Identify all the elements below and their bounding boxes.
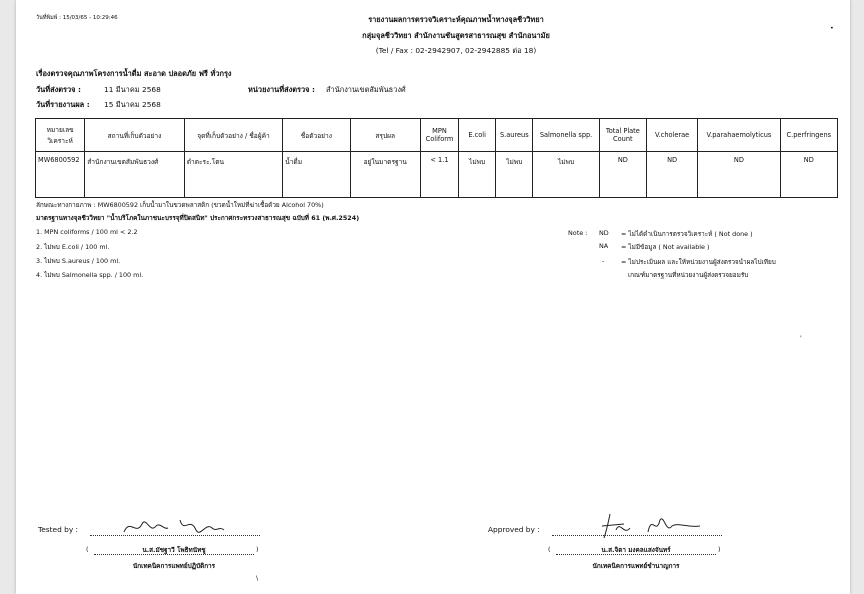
report-contact: (Tel / Fax : 02-2942907, 02-2942885 ต่อ 18) [375,46,537,55]
cell: ไม่พบ [496,152,533,198]
margin-mark: ' [800,334,802,342]
approved-name-line [556,554,716,555]
criteria-item: 1. MPN coliforms / 100 ml < 2.2 [36,228,138,236]
col-header: Salmonella spp. [533,119,599,152]
legend-text: = ไม่ได้ดำเนินการตรวจวิเคราะห์ ( Not done ) [621,230,753,238]
cell: < 1.1 [420,152,458,198]
cell: ND [599,152,646,198]
approved-signature [596,510,706,540]
tested-name: น.ส.มัชฐาวี โพธิทนัทชู [142,546,206,554]
col-header: Total Plate Count [599,119,646,152]
report-title: รายงานผลการตรวจวิเคราะห์คุณภาพน้ำทางจุลชีววิทยา [368,15,544,24]
table-row [36,152,838,198]
col-header: V.cholerae [646,119,697,152]
legend-code: - [602,257,605,265]
report-date: 15 มีนาคม 2568 [104,100,161,109]
note-label: Note : [568,229,588,237]
col-header: S.aureus [496,119,533,152]
col-header: สถานที่เก็บตัวอย่าง [85,119,184,152]
paren-open: ( [86,545,89,553]
report-page [16,0,850,594]
paren-close: ) [256,545,259,553]
col-header: หมายเลข วิเคราะห์ [36,119,85,152]
cell: ไม่พบ [533,152,599,198]
col-header: ชื่อตัวอย่าง [283,119,350,152]
print-date: วันที่พิมพ์ : 15/03/65 - 10:29:46 [36,15,118,21]
paren-close: ) [718,545,721,553]
tested-signature [120,512,230,542]
sent-date-label: วันที่ส่งตรวจ : [36,85,81,94]
report-subtitle: กลุ่มจุลชีววิทยา สำนักงานชันสูตรสาธารณสุข สำนักอนามัย [362,31,550,40]
criteria-item: 3. ไม่พบ S.aureus / 100 ml. [36,257,121,265]
cell: MW6800592 [36,152,85,198]
sample-description: ลักษณะทางกายภาพ : MW6800592 เก็บน้ำมาในขวดพลาสติก (ขวดน้ำใหม่ที่ฆ่าเชื้อด้วย Alcohol 70%) [36,201,324,209]
legend-code: NA [599,242,609,250]
sent-date: 11 มีนาคม 2568 [104,85,161,94]
col-header: C.perfringens [780,119,837,152]
tested-name-line [94,554,254,555]
col-header: V.parahaemolyticus [698,119,780,152]
table-header-row [36,119,838,152]
criteria-item: 4. ไม่พบ Salmonella spp. / 100 ml. [36,271,144,279]
standard-reference: มาตรฐานทางจุลชีววิทยา "น้ำบริโภคในภาชนะบรรจุที่ปิดสนิท" ประกาศกระทรวงสาธารณสุข ฉบับที่ 61 (พ.ศ.2524) [36,214,360,222]
cell: ND [698,152,780,198]
agency-label: หน่วยงานที่ส่งตรวจ : [248,85,315,94]
cell: อยู่ในมาตรฐาน [350,152,420,198]
cell: สำนักงานเขตสัมพันธวงศ์ [85,152,184,198]
cell: ไม่พบ [459,152,496,198]
cell: น้ำดื่ม [283,152,350,198]
page-mark: • [830,24,834,32]
col-header: E.coli [459,119,496,152]
paren-open: ( [548,545,551,553]
agency: สำนักงานเขตสัมพันธวงศ์ [326,85,406,94]
criteria-item: 2. ไม่พบ E.coli / 100 ml. [36,243,110,251]
approved-by-label: Approved by : [488,525,540,534]
col-header: สรุปผล [350,119,420,152]
legend-text: = ไม่มีข้อมูล ( Not available ) [621,243,710,251]
tested-by-label: Tested by : [38,525,79,534]
approved-title: นักเทคนิคการแพทย์ชำนาญการ [592,562,680,570]
subject: เรื่องตรวจคุณภาพโครงการน้ำดื่ม สะอาด ปลอดภัย ฟรี ทั่วกรุง [36,69,232,78]
col-header: MPN Coliform [420,119,458,152]
cell: ตำตะระ.โตน [184,152,282,198]
legend-code: ND [599,229,609,237]
report-date-label: วันที่รายงานผล : [36,100,90,109]
cell: ND [780,152,837,198]
approved-name: น.ส.จิตา มงคลแสงจันทร์ [601,546,671,554]
col-header: จุดที่เก็บตัวอย่าง / ชื่อผู้ค้า [184,119,282,152]
tested-title: นักเทคนิคการแพทย์ปฏิบัติการ [132,562,216,570]
results-table [35,118,838,198]
legend-text-cont: เกณฑ์มาตรฐานที่หน่วยงานผู้ส่งตรวจยอมรับ [628,271,749,279]
stray-mark: \ [256,574,259,582]
legend-text: = ไม่ประเมินผล และให้หน่วยงานผู้ส่งตรวจนำผลไปเทียบ [621,258,776,266]
cell: ND [646,152,697,198]
